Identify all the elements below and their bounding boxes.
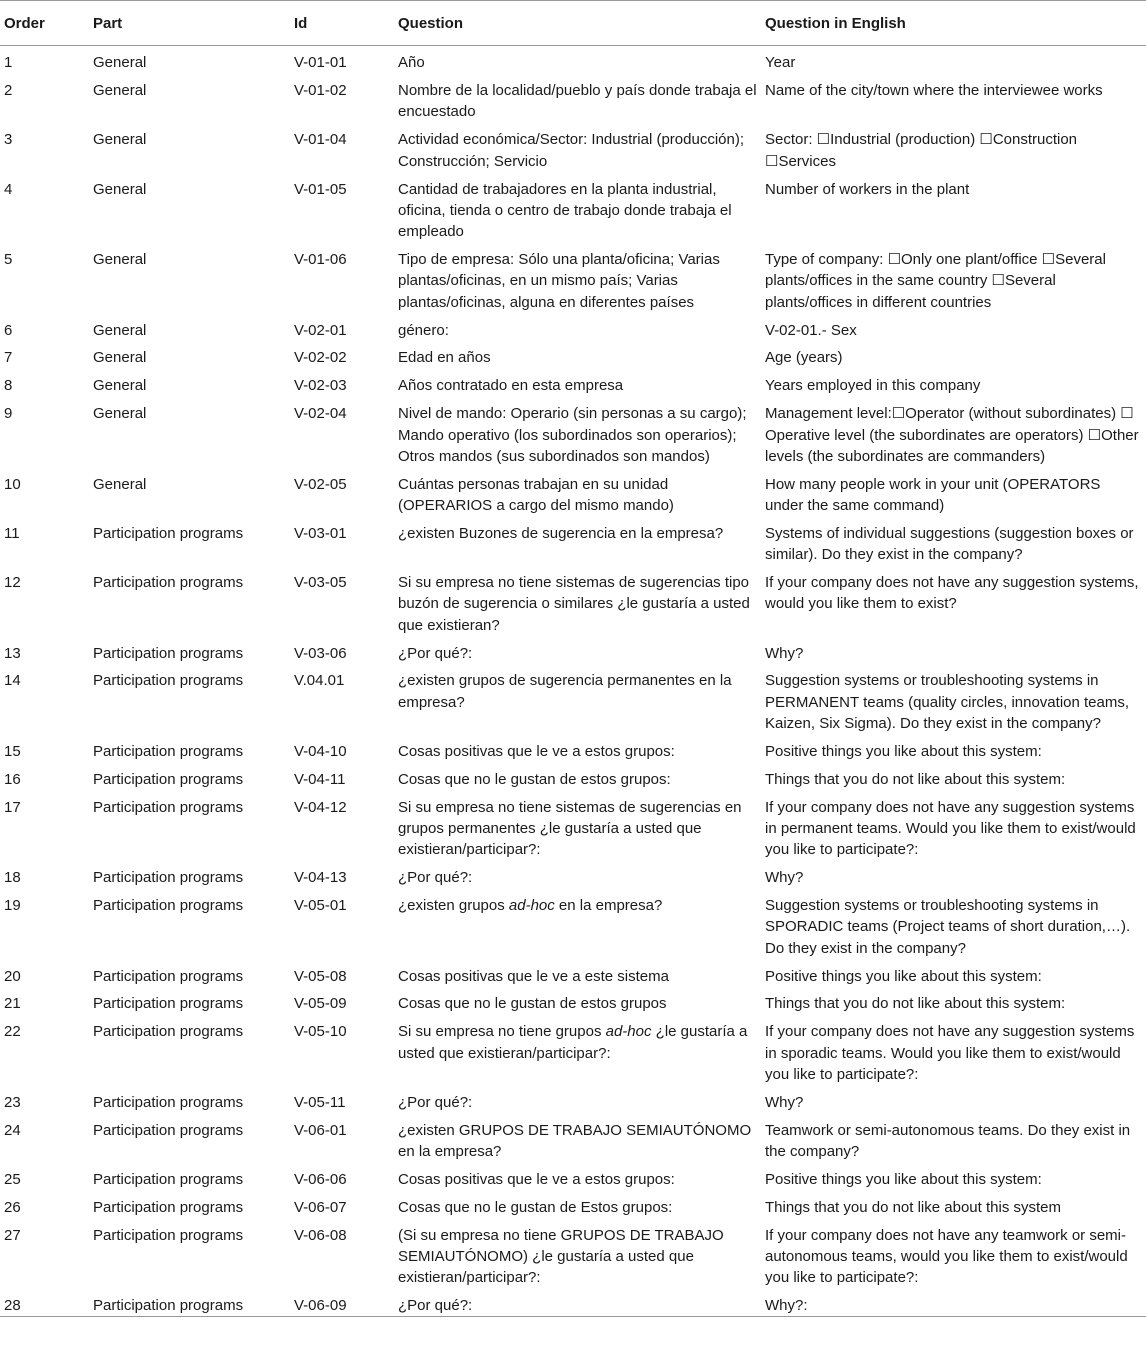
row-question: ¿Por qué?: bbox=[398, 644, 473, 662]
table-row bbox=[0, 1219, 1146, 1289]
row-question: Edad en años bbox=[398, 349, 491, 367]
row-id: V-02-03 bbox=[294, 377, 347, 395]
table-row bbox=[0, 243, 1146, 313]
row-question: ¿Por qué?: bbox=[394, 1289, 761, 1317]
row-question: Cuántas personas trabajan en su unidad (OPERARIOS a cargo del mismo mando) bbox=[398, 475, 674, 514]
row-question: Tipo de empresa: Sólo una planta/oficina; Varias plantas/oficinas, en un mismo país; Varias plantas/oficinas, alguna en diferentes países bbox=[398, 251, 720, 311]
row-question: ¿existen GRUPOS DE TRABAJO SEMIAUTÓNOMO en la empresa? bbox=[398, 1121, 752, 1161]
table-row bbox=[0, 987, 1146, 1015]
row-question-english: Why? bbox=[765, 644, 804, 662]
row-part: Participation programs bbox=[93, 869, 244, 887]
row-question: Cantidad de trabajadores en la planta industrial, oficina, tienda o centro de trabajo donde trabaja el empleado bbox=[398, 180, 732, 241]
table-row bbox=[0, 1163, 1146, 1191]
row-id: V-05-01 bbox=[294, 897, 347, 915]
row-part: General bbox=[93, 180, 147, 198]
row-part: Participation programs bbox=[93, 574, 244, 592]
row-part: General bbox=[93, 405, 147, 423]
row-part: General bbox=[93, 321, 147, 339]
row-id: V-06-08 bbox=[294, 1226, 347, 1244]
header-row bbox=[0, 1, 1146, 46]
row-question: Cosas que no le gustan de Estos grupos: bbox=[398, 1198, 673, 1216]
row-question: Cosas que no le gustan de estos grupos bbox=[398, 995, 667, 1013]
row-order: 14 bbox=[4, 672, 21, 690]
row-id: V-04-11 bbox=[294, 770, 346, 788]
row-order: 26 bbox=[4, 1198, 21, 1216]
row-order: 11 bbox=[4, 524, 20, 542]
row-part: Participation programs bbox=[93, 1023, 244, 1041]
row-part: Participation programs bbox=[93, 1170, 244, 1188]
table-row bbox=[0, 861, 1146, 889]
table-row bbox=[0, 46, 1146, 74]
table-row bbox=[0, 173, 1146, 243]
row-id: V-02-02 bbox=[294, 349, 347, 367]
row-question-english: Sector: ☐Industrial (production) ☐Construction ☐Services bbox=[765, 131, 1078, 170]
row-question: Años contratado en esta empresa bbox=[398, 377, 624, 395]
row-part: Participation programs bbox=[93, 798, 244, 816]
row-question: género: bbox=[398, 321, 449, 339]
row-question: Nombre de la localidad/pueblo y país donde trabaja el encuestado bbox=[398, 82, 757, 121]
row-part: Participation programs bbox=[93, 1198, 244, 1216]
row-question: (Si su empresa no tiene GRUPOS DE TRABAJO SEMIAUTÓNOMO) ¿le gustaría a usted que existieran/participar?: bbox=[398, 1226, 724, 1287]
header-order: Order bbox=[0, 1, 89, 46]
table-row bbox=[0, 763, 1146, 791]
row-order: 4 bbox=[4, 180, 13, 198]
row-question: ¿existen Buzones de sugerencia en la empresa? bbox=[398, 524, 724, 542]
row-question: Cosas positivas que le ve a este sistema bbox=[398, 967, 669, 985]
row-order: 20 bbox=[4, 967, 21, 985]
row-id: V-02-05 bbox=[294, 475, 347, 493]
row-order: 25 bbox=[4, 1170, 21, 1188]
row-question-english: If your company does not have any suggestion systems in sporadic teams. Would you like them to exist/would you like to participate?: bbox=[765, 1023, 1135, 1083]
table-row bbox=[0, 1086, 1146, 1114]
row-question: Actividad económica/Sector: Industrial (producción); Construcción; Servicio bbox=[398, 131, 744, 170]
row-order: 22 bbox=[4, 1023, 21, 1041]
table-row bbox=[0, 517, 1146, 566]
row-question-english: Suggestion systems or troubleshooting systems in PERMANENT teams (quality circles, innovation teams, Kaizen, Six Sigma). Do they exist in the company? bbox=[765, 672, 1130, 733]
row-order: 2 bbox=[4, 82, 13, 100]
row-question-english: Why?: bbox=[761, 1289, 1146, 1317]
row-question-english: Positive things you like about this system: bbox=[765, 742, 1042, 760]
row-part: Participation programs bbox=[93, 995, 244, 1013]
row-order: 5 bbox=[4, 251, 13, 269]
row-part: General bbox=[93, 349, 147, 367]
row-question: Si su empresa no tiene sistemas de sugerencias en grupos permanentes ¿le gustaría a usted que existieran/participar?: bbox=[398, 798, 742, 859]
row-id: V-06-06 bbox=[294, 1170, 347, 1188]
table-row bbox=[0, 314, 1146, 342]
row-part: General bbox=[93, 54, 147, 72]
row-question-english: Management level:☐Operator (without subordinates) ☐ Operative level (the subordinates are operators) ☐Other levels (the subordinates are commanders) bbox=[765, 405, 1139, 465]
table-row bbox=[0, 566, 1146, 636]
row-id: V-05-11 bbox=[294, 1093, 346, 1111]
row-order: 10 bbox=[4, 475, 21, 493]
row-order: 15 bbox=[4, 742, 21, 760]
row-question-english: V-02-01.- Sex bbox=[765, 321, 857, 339]
row-order: 28 bbox=[0, 1289, 89, 1317]
row-question-english: Things that you do not like about this system: bbox=[765, 770, 1066, 788]
table-row bbox=[0, 735, 1146, 763]
row-question-english: Year bbox=[765, 54, 796, 72]
row-id: V-06-07 bbox=[294, 1198, 347, 1216]
row-id: V-03-05 bbox=[294, 574, 347, 592]
row-order: 12 bbox=[4, 574, 21, 592]
row-question-english: If your company does not have any suggestion systems, would you like them to exist? bbox=[765, 574, 1139, 613]
table-row bbox=[0, 468, 1146, 517]
row-id: V-04-13 bbox=[294, 869, 347, 887]
row-part: Participation programs bbox=[93, 672, 244, 690]
row-part: Participation programs bbox=[93, 1226, 244, 1244]
table-row bbox=[0, 1289, 1146, 1317]
row-part: Participation programs bbox=[93, 967, 244, 985]
row-question: Nivel de mando: Operario (sin personas a su cargo); Mando operativo (los subordinados son operarios); Otros mandos (sus subordinados son mandos) bbox=[398, 405, 747, 465]
table-row bbox=[0, 637, 1146, 665]
question-text: ¿existen grupos bbox=[398, 897, 509, 915]
table-row bbox=[0, 664, 1146, 734]
row-order: 24 bbox=[4, 1121, 21, 1139]
row-question-english: If your company does not have any teamwork or semi-autonomous teams, would you like them to exist/would you like to participate?: bbox=[765, 1226, 1128, 1287]
row-order: 21 bbox=[4, 995, 21, 1013]
question-italic-term: ad-hoc bbox=[508, 897, 555, 915]
row-id: V-05-10 bbox=[294, 1023, 347, 1041]
row-question-english: Name of the city/town where the interviewee works bbox=[765, 82, 1103, 100]
row-question-english: Systems of individual suggestions (suggestion boxes or similar). Do they exist in the company? bbox=[765, 524, 1134, 564]
row-order: 6 bbox=[4, 321, 13, 339]
header-question-english: Question in English bbox=[761, 1, 1146, 46]
row-question: ¿Por qué?: bbox=[398, 1093, 473, 1111]
table-row bbox=[0, 341, 1146, 369]
row-id: V-01-01 bbox=[294, 54, 347, 72]
row-id: V-04-12 bbox=[294, 798, 347, 816]
row-order: 17 bbox=[4, 798, 21, 816]
row-order: 18 bbox=[4, 869, 21, 887]
row-id: V-01-02 bbox=[294, 82, 347, 100]
row-part: Participation programs bbox=[93, 1121, 244, 1139]
row-part: General bbox=[93, 131, 147, 149]
row-order: 8 bbox=[4, 377, 13, 395]
table-row bbox=[0, 960, 1146, 988]
table-row bbox=[0, 74, 1146, 123]
row-part: General bbox=[93, 251, 147, 269]
row-question: Cosas positivas que le ve a estos grupos: bbox=[398, 742, 675, 760]
row-order: 27 bbox=[4, 1226, 21, 1244]
row-id: V-02-01 bbox=[294, 321, 347, 339]
row-part: Participation programs bbox=[93, 742, 244, 760]
question-text: ¿le gustaría a usted que existieran/participar?: bbox=[398, 1023, 748, 1062]
row-part: Participation programs bbox=[89, 1289, 290, 1317]
row-question-english: Positive things you like about this system: bbox=[765, 967, 1042, 985]
row-id: V-01-04 bbox=[294, 131, 347, 149]
table-row bbox=[0, 889, 1146, 959]
row-part: General bbox=[93, 377, 147, 395]
row-id: V-05-08 bbox=[294, 967, 347, 985]
row-question-english: Type of company: ☐Only one plant/office ☐Several plants/offices in the same country ☐Several plants/offices in different countries bbox=[765, 251, 1106, 311]
row-question: ¿Por qué?: bbox=[398, 869, 473, 887]
row-question-english: How many people work in your unit (OPERATORS under the same command) bbox=[765, 475, 1101, 514]
row-question bbox=[394, 889, 761, 959]
table-row bbox=[0, 791, 1146, 861]
row-order: 7 bbox=[4, 349, 13, 367]
row-part: Participation programs bbox=[93, 644, 244, 662]
row-question-english: Why? bbox=[765, 869, 804, 887]
row-question-english: Suggestion systems or troubleshooting systems in SPORADIC teams (Project teams of short duration,…). Do they exist in the company? bbox=[765, 897, 1131, 957]
row-order: 19 bbox=[4, 897, 21, 915]
row-question-english: Age (years) bbox=[765, 349, 843, 367]
row-question-english: Number of workers in the plant bbox=[765, 180, 970, 198]
row-order: 3 bbox=[4, 131, 13, 149]
table-row bbox=[0, 1191, 1146, 1219]
row-id: V-04-10 bbox=[294, 742, 347, 760]
row-order: 9 bbox=[4, 405, 13, 423]
table-row bbox=[0, 123, 1146, 172]
row-question: Si su empresa no tiene sistemas de sugerencias tipo buzón de sugerencia o similares ¿le gustaría a usted que existieran? bbox=[398, 574, 750, 634]
row-part: General bbox=[93, 82, 147, 100]
row-question: Cosas que no le gustan de estos grupos: bbox=[398, 770, 671, 788]
row-question-english: Years employed in this company bbox=[765, 377, 981, 395]
table-row bbox=[0, 369, 1146, 397]
table-row bbox=[0, 1015, 1146, 1085]
row-id: V-03-06 bbox=[294, 644, 347, 662]
row-question-english: Things that you do not like about this system bbox=[765, 1198, 1061, 1216]
header-id: Id bbox=[290, 1, 394, 46]
row-question-english: Teamwork or semi-autonomous teams. Do they exist in the company? bbox=[765, 1121, 1131, 1161]
row-id: V-06-01 bbox=[294, 1121, 347, 1139]
row-id: V-05-09 bbox=[294, 995, 347, 1013]
row-order: 23 bbox=[4, 1093, 21, 1111]
header-question: Question bbox=[394, 1, 761, 46]
table-row bbox=[0, 1114, 1146, 1163]
row-part: Participation programs bbox=[93, 1093, 244, 1111]
row-part: Participation programs bbox=[93, 770, 244, 788]
question-text: Si su empresa no tiene grupos bbox=[398, 1023, 606, 1041]
row-question-english: Why? bbox=[765, 1093, 804, 1111]
row-part: Participation programs bbox=[93, 524, 244, 542]
question-text: en la empresa? bbox=[554, 897, 663, 915]
row-question: Cosas positivas que le ve a estos grupos: bbox=[398, 1170, 675, 1188]
row-id: V-01-06 bbox=[294, 251, 347, 269]
row-id: V-06-09 bbox=[290, 1289, 394, 1317]
row-part: Participation programs bbox=[93, 897, 244, 915]
row-id: V.04.01 bbox=[294, 672, 345, 690]
question-italic-term: ad-hoc bbox=[605, 1023, 652, 1041]
row-question bbox=[394, 1015, 761, 1085]
row-question: ¿existen grupos de sugerencia permanentes en la empresa? bbox=[398, 672, 732, 711]
header-part: Part bbox=[89, 1, 290, 46]
row-id: V-01-05 bbox=[294, 180, 347, 198]
row-id: V-02-04 bbox=[294, 405, 347, 423]
row-question: Año bbox=[398, 54, 425, 72]
row-id: V-03-01 bbox=[294, 524, 347, 542]
table-body bbox=[0, 46, 1146, 1317]
row-order: 1 bbox=[4, 54, 13, 72]
table-row bbox=[0, 397, 1146, 467]
row-question-english: If your company does not have any suggestion systems in permanent teams. Would you like them to exist/would you like to participate?: bbox=[765, 798, 1136, 859]
row-question-english: Things that you do not like about this system: bbox=[765, 995, 1066, 1013]
row-order: 13 bbox=[4, 644, 21, 662]
row-part: General bbox=[93, 475, 147, 493]
row-question-english: Positive things you like about this system: bbox=[765, 1170, 1042, 1188]
row-order: 16 bbox=[4, 770, 21, 788]
